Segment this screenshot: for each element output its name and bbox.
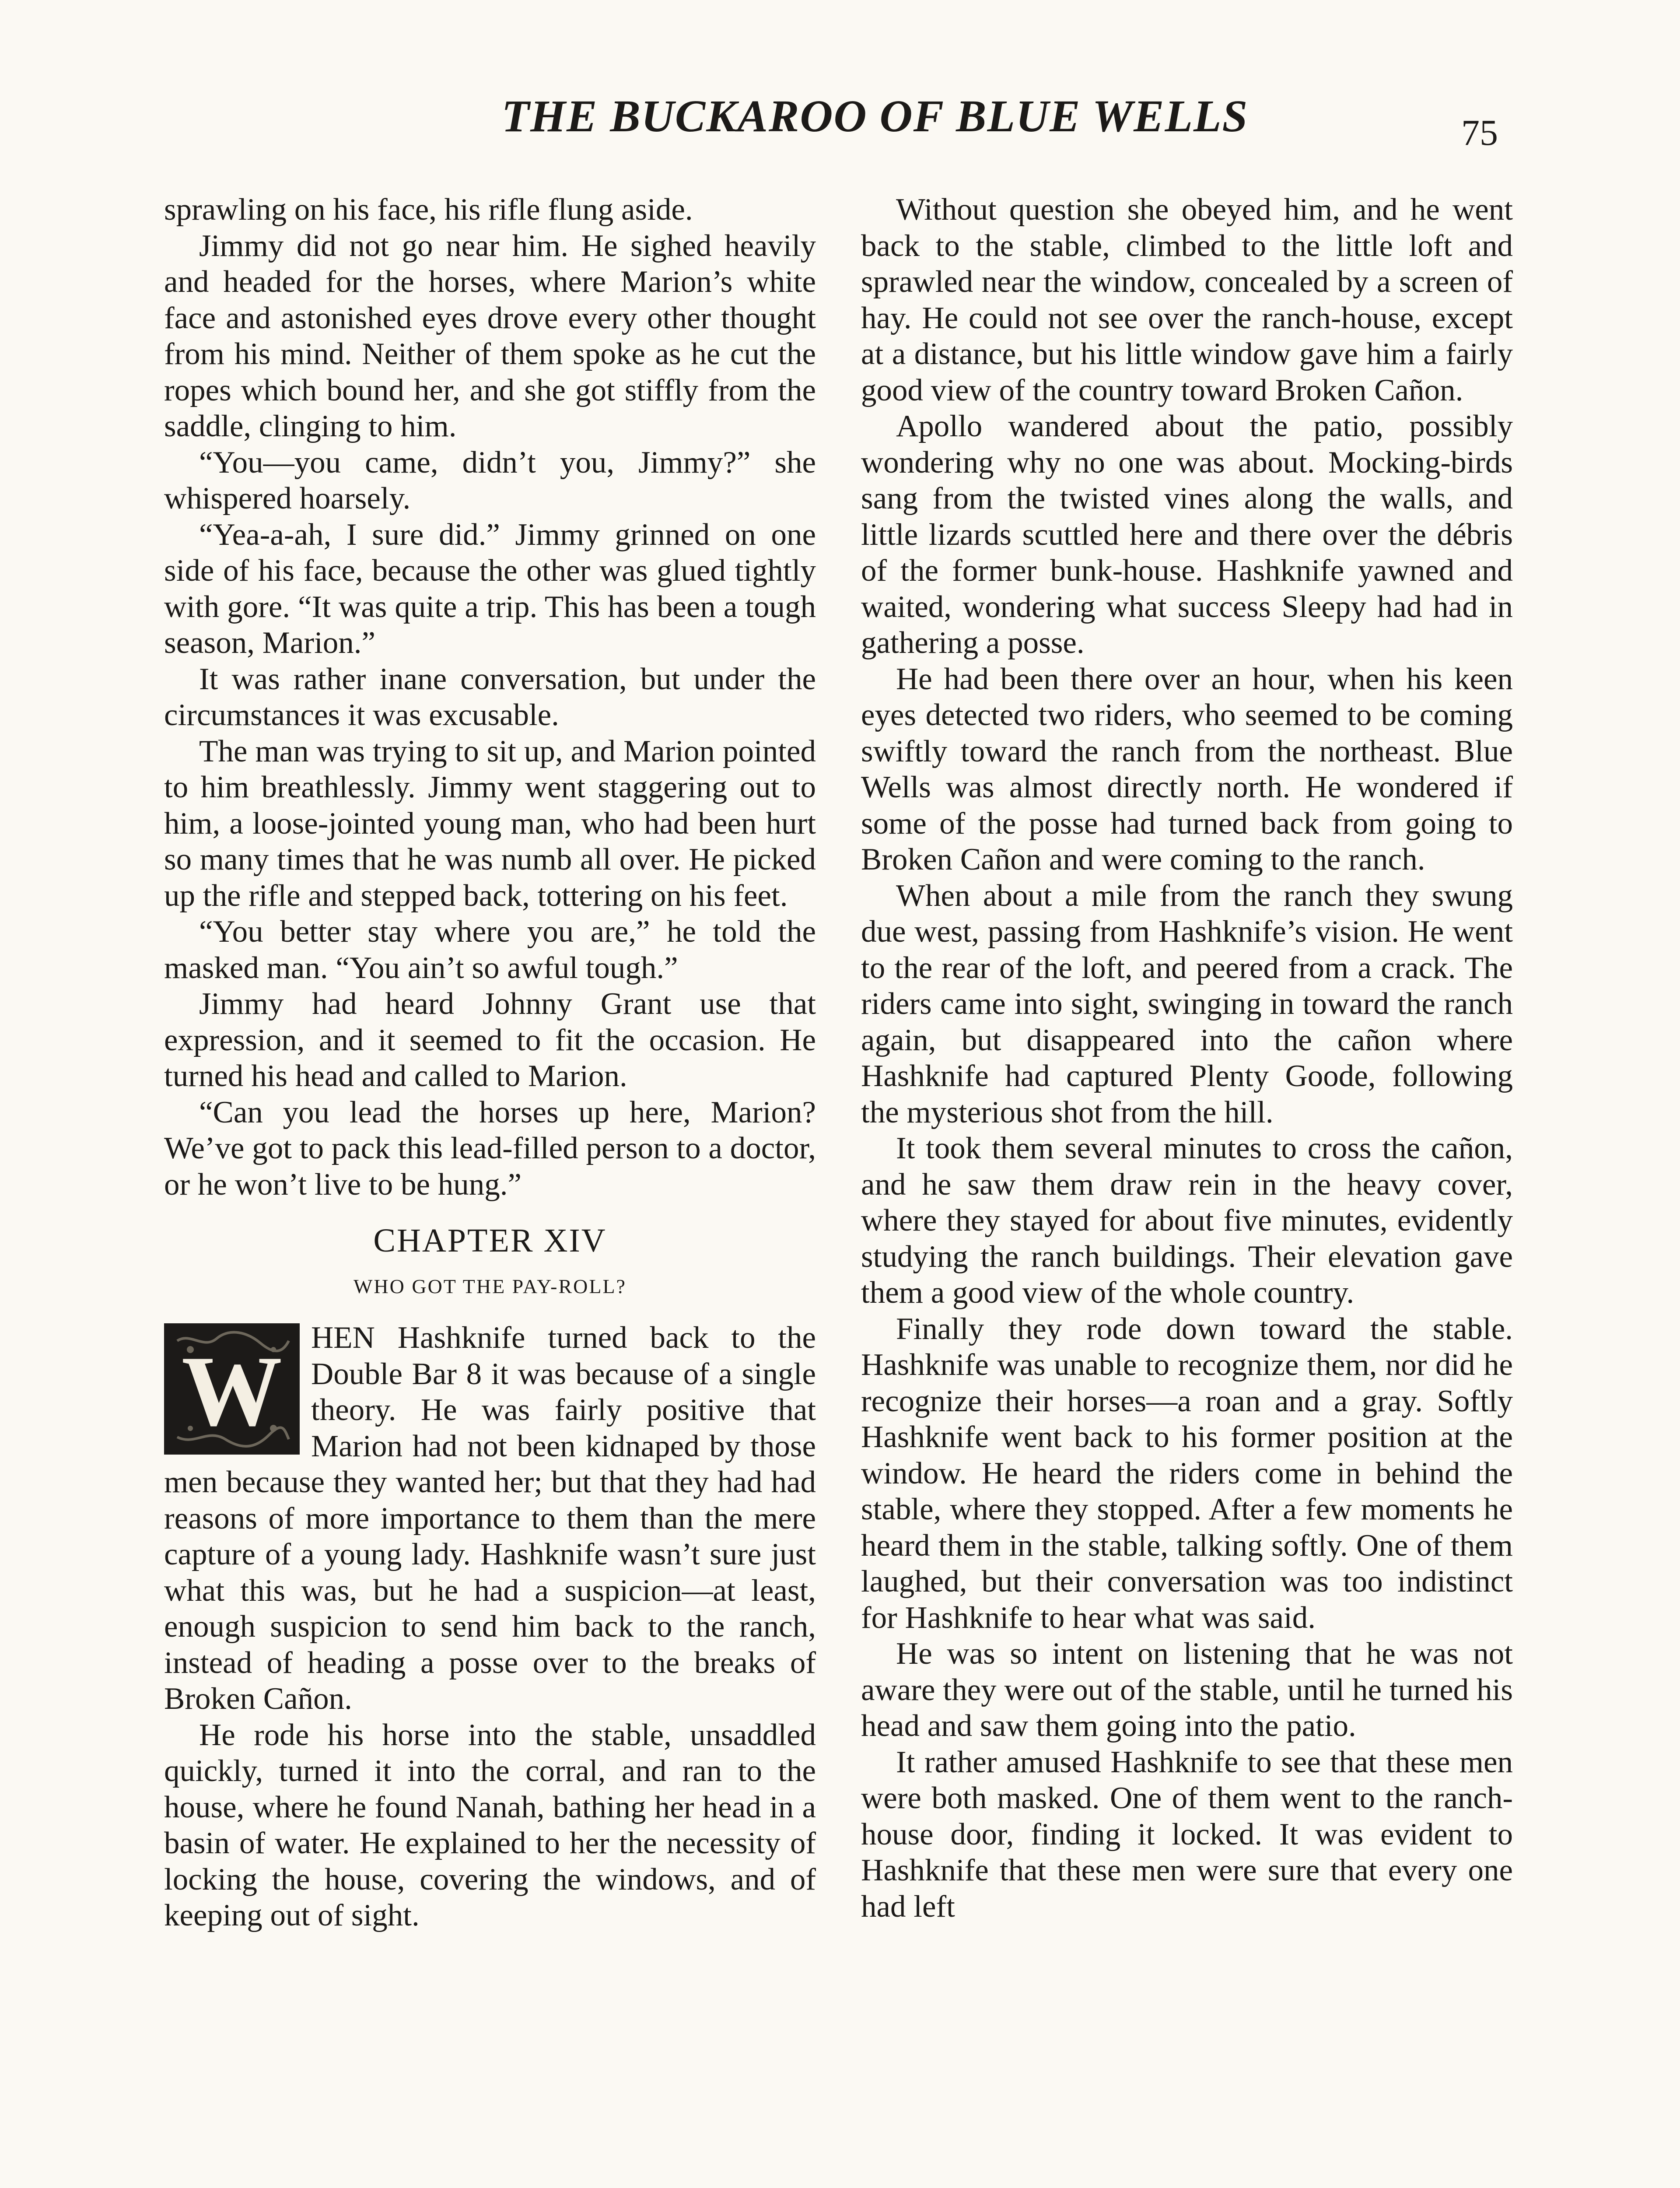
paragraph: It took them several minutes to cross the cañon, and he saw them draw rein in the heavy cover, where they stayed for about five minutes, evidently studying the ranch buildings. Their elevation gave them a good view of the whole country. <box>861 1131 1513 1310</box>
paragraph: Without question she obeyed him, and he went back to the stable, climbed to the little loft and sprawled near the window, concealed by a screen of hay. He could not see over the ranch-house, except at a distance, but his little window gave him a fairly good view of the country toward Broken Cañon. <box>861 193 1513 407</box>
paragraph: He was so intent on listening that he was not aware they were out of the stable, until he turned his head and saw them going into the patio. <box>861 1637 1513 1743</box>
paragraph: “You better stay where you are,” he told the masked man. “You ain’t so awful tough.” <box>164 915 816 985</box>
paragraph: He had been there over an hour, when his keen eyes detected two riders, who seemed to be coming swiftly toward the ranch from the northeast. Blue Wells was almost directly north. He wondered if some of the posse had turned back from going to Broken Cañon and were coming to the ranch. <box>861 662 1513 877</box>
page-number: 75 <box>1461 112 1498 153</box>
paragraph: Apollo wandered about the patio, possibly wondering why no one was about. Mocking-birds sang from the twisted vines along the walls, and little lizards scuttled here and there over the débris of the former bunk-house. Hashknife yawned and waited, wondering what success Sleepy had had in gathering a posse. <box>861 409 1513 660</box>
paragraph: sprawling on his face, his rifle flung aside. <box>164 193 693 227</box>
paragraph: Jimmy did not go near him. He sighed heavily and headed for the horses, where Marion’s white face and astonished eyes drove every other thought from his mind. Neither of them spoke as he cut the ropes which bound her, and she got stiffly from the saddle, clinging to him. <box>164 228 816 443</box>
paragraph: It was rather inane conversation, but under the circumstances it was excusable. <box>164 662 816 732</box>
chapter-subtitle: WHO GOT THE PAY-ROLL? <box>354 1275 626 1297</box>
paragraph: “Yea-a-ah, I sure did.” Jimmy grinned on one side of his face, because the other was glued tightly with gore. “It was quite a trip. This has been a tough season, Marion.” <box>164 517 816 660</box>
paragraph: Finally they rode down toward the stable. Hashknife was unable to recognize them, nor did he recognize their horses—a roan and a gray. Softly Hashknife went back to his former position at the window. He heard the riders come in behind the stable, where they stopped. After a few moments he heard them in the stable, talking softly. One of them laughed, but their conversation was too indistinct for Hashknife to hear what was said. <box>861 1311 1513 1635</box>
paragraph: He rode his horse into the stable, unsaddled quickly, turned it into the corral, and ran to the house, where he found Nanah, bathing her head in a basin of water. He explained to her the necessity of locking the house, covering the windows, and of keeping out of sight. <box>164 1718 816 1932</box>
paragraph: “You—you came, didn’t you, Jimmy?” she whispered hoarsely. <box>164 445 816 515</box>
paragraph: The man was trying to sit up, and Marion pointed to him breathlessly. Jimmy went staggering out to him, a loose-jointed young man, who had been hurt so many times that he was numb all over. He picked up the rifle and stepped back, tottering on his feet. <box>164 734 816 913</box>
running-head-title: THE BUCKAROO OF BLUE WELLS <box>501 91 1249 141</box>
left-column <box>164 192 816 1934</box>
paragraph: “Can you lead the horses up here, Marion? We’ve got to pack this lead-filled person to a doctor, or he won’t live to be hung.” <box>164 1095 816 1202</box>
paragraph: It rather amused Hashknife to see that these men were both masked. One of them went to the ranch-house door, finding it locked. It was evident to Hashknife that these men were sure that every one had left <box>861 1745 1513 1924</box>
right-column <box>861 192 1513 1925</box>
drop-cap-ornament <box>164 1323 300 1455</box>
drop-cap-letter: W <box>182 1335 282 1447</box>
chapter-opening-paragraph: HEN Hashknife turned back to the Double Bar 8 it was because of a single theory. He was fairly positive that Marion had not been kidnaped by those men because they wanted her; but that they had had reasons of more importance to them than the mere capture of a young lady. Hashknife wasn’t sure just what this was, but he had a suspicion—at least, enough suspicion to send him back to the ranch, instead of heading a posse over to the breaks of Broken Cañon. <box>164 1321 816 1716</box>
paragraph: Jimmy had heard Johnny Grant use that expression, and it seemed to fit the occasion. He turned his head and called to Marion. <box>164 987 816 1093</box>
paragraph: When about a mile from the ranch they swung due west, passing from Hashknife’s vision. He went to the rear of the loft, and peered from a crack. The riders came into sight, swinging in toward the ranch again, but disappeared into the cañon where Hashknife had captured Plenty Goode, following the mysterious shot from the hill. <box>861 878 1513 1129</box>
chapter-heading: CHAPTER XIV <box>373 1222 607 1259</box>
